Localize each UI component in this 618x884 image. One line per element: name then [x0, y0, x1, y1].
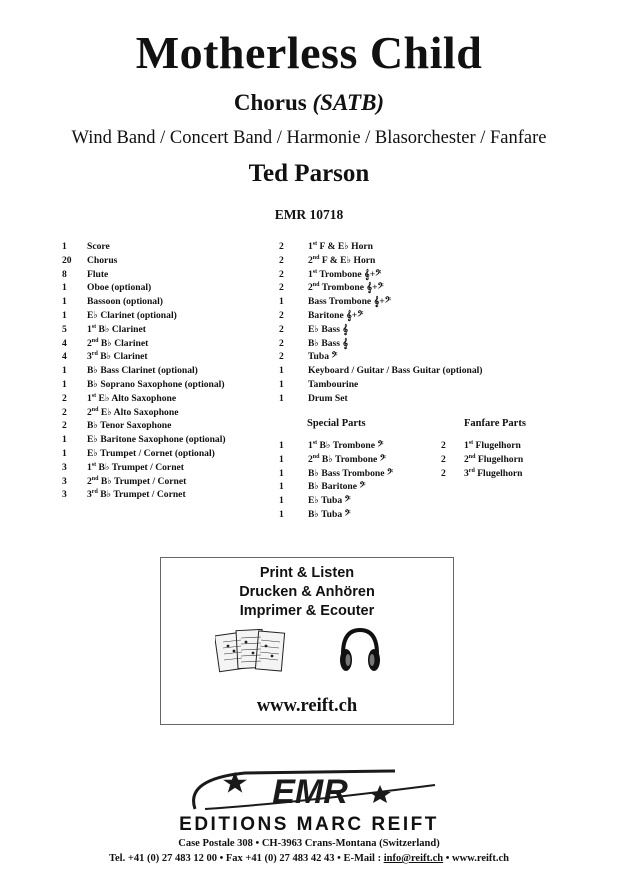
part-quantity: 1: [279, 508, 284, 520]
publisher-name: EDITIONS MARC REIFT: [179, 814, 439, 835]
part-quantity: 1: [279, 365, 284, 377]
part-row: [279, 323, 482, 337]
part-ordinal: 1: [87, 323, 92, 335]
part-quantity: 1: [279, 296, 284, 308]
part-quantity: 1: [279, 467, 284, 479]
email-link[interactable]: info@reift.ch: [383, 853, 444, 864]
part-name: [464, 467, 523, 481]
part-label: Baritone 𝄞+𝄢: [308, 309, 364, 321]
part-label: B♭ Trombone 𝄢: [317, 440, 384, 451]
part-label: B♭ Trombone 𝄢: [319, 453, 386, 465]
part-quantity: 1: [62, 309, 67, 321]
part-quantity: 2: [279, 309, 284, 321]
part-ordinal-suffix: rd: [91, 489, 98, 496]
part-quantity: 2: [279, 282, 284, 294]
part-row: [279, 254, 482, 268]
part-ordinal-suffix: st: [91, 323, 97, 330]
part-name: [87, 350, 148, 364]
part-row: [62, 295, 226, 309]
part-ordinal: 1: [308, 268, 313, 280]
part-label: Tambourine: [308, 378, 359, 390]
part-label: E♭ Tuba 𝄢: [308, 495, 351, 507]
part-row: [62, 268, 226, 282]
part-label: B♭ Tenor Saxophone: [87, 420, 172, 432]
part-name: [87, 461, 184, 475]
print-listen-box: [160, 557, 454, 725]
part-quantity: 4: [62, 351, 67, 363]
part-ordinal: 2: [87, 337, 92, 349]
special-parts-heading: Special Parts: [307, 418, 366, 429]
promo-line-de: Drucken & Anhören: [239, 584, 375, 600]
part-name: [308, 378, 358, 392]
headphones-icon: [337, 624, 383, 676]
part-ordinal: 1: [464, 440, 469, 451]
part-row: [279, 364, 482, 378]
part-name: [464, 439, 521, 453]
part-quantity: 1: [279, 495, 284, 507]
part-label: E♭ Alto Saxophone: [96, 392, 177, 404]
part-label: Trombone 𝄞+𝄢: [317, 268, 382, 280]
part-row: [62, 364, 226, 378]
part-name: [308, 240, 373, 254]
part-row: [62, 392, 226, 406]
part-ordinal-suffix: st: [468, 440, 474, 446]
part-ordinal-suffix: nd: [312, 453, 320, 460]
part-label: Tuba 𝄢: [308, 351, 338, 363]
part-name: [87, 475, 186, 489]
part-ordinal-suffix: nd: [312, 254, 320, 261]
part-quantity: 2: [279, 337, 284, 349]
promo-line-en: Print & Listen: [259, 565, 355, 581]
part-ordinal-suffix: nd: [468, 453, 476, 460]
part-name: [308, 480, 366, 494]
part-name: [308, 337, 348, 351]
part-name: [87, 309, 177, 323]
part-ordinal-suffix: nd: [91, 475, 99, 482]
part-quantity: 3: [62, 461, 67, 473]
part-row: [62, 240, 226, 254]
publisher-contact: [0, 853, 618, 864]
part-quantity: 2: [279, 268, 284, 280]
part-label: Flugelhorn: [475, 453, 524, 465]
part-label: Flugelhorn: [474, 467, 523, 479]
part-label: Flute: [87, 268, 109, 280]
part-label: B♭ Clarinet: [98, 337, 149, 349]
part-label: B♭ Clarinet: [97, 351, 148, 363]
part-label: B♭ Bass Trombone 𝄢: [308, 467, 394, 479]
part-name: [87, 268, 108, 282]
part-quantity: 1: [62, 296, 67, 308]
part-name: [308, 392, 348, 406]
part-ordinal-suffix: rd: [468, 467, 475, 474]
part-row: [441, 453, 523, 467]
part-row: [279, 350, 482, 364]
part-quantity: 1: [62, 241, 67, 252]
part-name: [87, 323, 146, 337]
part-quantity: 1: [279, 453, 284, 465]
part-ordinal: 1: [308, 241, 313, 252]
part-quantity: 1: [279, 440, 284, 451]
part-row: [441, 467, 523, 481]
part-row: [62, 309, 226, 323]
part-row: [62, 488, 226, 502]
subtitle-main: Chorus: [233, 90, 313, 115]
part-row: [62, 350, 226, 364]
part-label: E♭ Alto Saxophone: [98, 406, 179, 418]
part-row: [279, 309, 482, 323]
part-name: [87, 433, 226, 447]
part-quantity: 2: [279, 323, 284, 335]
part-ordinal: 1: [87, 392, 92, 404]
part-quantity: 2: [441, 453, 446, 465]
part-label: F & E♭ Horn: [317, 241, 374, 252]
part-row: [279, 337, 482, 351]
part-row: [279, 453, 393, 467]
part-label: Oboe (optional): [87, 282, 152, 294]
publisher-address: Case Postale 308 • CH-3963 Crans-Montana (Switzerland): [178, 838, 440, 849]
part-name: [87, 406, 178, 420]
part-label: B♭ Soprano Saxophone (optional): [87, 378, 225, 390]
part-ordinal: 2: [87, 406, 92, 418]
part-row: [279, 378, 482, 392]
subtitle-voicing: (SATB): [312, 90, 385, 115]
part-name: [308, 508, 351, 522]
part-row: [279, 439, 393, 453]
part-ordinal-suffix: nd: [91, 337, 99, 344]
part-row: [279, 240, 482, 254]
part-label: B♭ Bass 𝄞: [308, 337, 349, 349]
part-label: Chorus: [87, 254, 118, 266]
part-row: [279, 268, 482, 282]
ensemble-line: Wind Band / Concert Band / Harmonie / Blasorchester / Fanfare: [71, 128, 547, 148]
part-label: E♭ Bass 𝄞: [308, 323, 349, 335]
catalog-number: EMR 10718: [274, 207, 344, 222]
parts-list-right: [279, 240, 482, 406]
part-quantity: 2: [62, 392, 67, 404]
part-name: [308, 323, 348, 337]
part-label: B♭ Trumpet / Cornet: [96, 461, 184, 473]
subtitle: [0, 90, 618, 116]
part-label: B♭ Tuba 𝄢: [308, 508, 351, 520]
part-ordinal: 1: [87, 461, 92, 473]
part-quantity: 8: [62, 268, 67, 280]
logo-text: EMR: [272, 773, 348, 811]
part-row: [62, 378, 226, 392]
part-ordinal-suffix: st: [91, 392, 97, 399]
special-parts-list: [279, 439, 393, 522]
contact-phone-fax: Tel. +41 (0) 27 483 12 00 • Fax +41 (0) 27 483 42 43 • E-Mail :: [108, 853, 384, 864]
part-name: [308, 254, 375, 268]
part-row: [279, 508, 393, 522]
part-row: [279, 392, 482, 406]
part-name: [308, 268, 381, 282]
part-quantity: 20: [62, 254, 72, 266]
part-ordinal: 3: [464, 467, 469, 479]
part-quantity: 2: [62, 406, 67, 418]
part-row: [62, 419, 226, 433]
parts-list-left: [62, 240, 226, 502]
part-quantity: 2: [62, 420, 67, 432]
part-ordinal: 1: [308, 440, 313, 451]
part-label: B♭ Trumpet / Cornet: [97, 489, 186, 501]
part-name: [308, 467, 393, 481]
part-row: [62, 254, 226, 268]
contact-website: • www.reift.ch: [443, 853, 510, 864]
part-name: [87, 378, 225, 392]
part-label: Drum Set: [308, 392, 348, 404]
part-ordinal-suffix: nd: [312, 282, 320, 289]
part-row: [62, 461, 226, 475]
part-quantity: 4: [62, 337, 67, 349]
part-quantity: 1: [62, 447, 67, 459]
part-quantity: 1: [62, 434, 67, 446]
part-name: [308, 309, 363, 323]
part-name: [87, 447, 215, 461]
part-row: [279, 480, 393, 494]
part-name: [87, 281, 151, 295]
part-quantity: 1: [62, 378, 67, 390]
part-row: [62, 406, 226, 420]
part-ordinal-suffix: st: [312, 241, 318, 247]
part-name: [308, 295, 391, 309]
part-label: Score: [87, 241, 110, 252]
part-row: [279, 494, 393, 508]
part-name: [87, 364, 198, 378]
part-quantity: 3: [62, 489, 67, 501]
page-title: Motherless Child: [135, 27, 483, 78]
part-name: [87, 392, 176, 406]
part-label: E♭ Clarinet (optional): [87, 309, 177, 321]
part-ordinal: 2: [308, 254, 313, 266]
part-label: Bassoon (optional): [87, 296, 163, 308]
part-quantity: 1: [62, 282, 67, 294]
part-quantity: 1: [62, 365, 67, 377]
part-ordinal: 2: [308, 282, 313, 294]
part-quantity: 2: [441, 440, 446, 451]
part-label: E♭ Trumpet / Cornet (optional): [87, 447, 215, 459]
part-quantity: 2: [279, 254, 284, 266]
fanfare-parts-list: [441, 439, 523, 480]
part-label: B♭ Bass Clarinet (optional): [87, 365, 198, 377]
part-name: [87, 295, 163, 309]
fanfare-parts-heading: Fanfare Parts: [464, 418, 526, 429]
part-name: [87, 240, 110, 254]
part-label: Flugelhorn: [473, 440, 521, 451]
part-name: [308, 350, 338, 364]
part-name: [87, 488, 186, 502]
composer: Ted Parson: [248, 160, 370, 187]
part-name: [87, 254, 117, 268]
part-label: B♭ Baritone 𝄢: [308, 481, 366, 493]
part-ordinal: 2: [87, 475, 92, 487]
part-row: [62, 281, 226, 295]
part-name: [308, 494, 351, 508]
part-ordinal-suffix: st: [312, 440, 318, 446]
part-ordinal-suffix: st: [312, 268, 318, 275]
part-ordinal: 3: [87, 489, 92, 501]
emr-logo: [135, 765, 485, 813]
part-name: [308, 439, 384, 453]
part-quantity: 2: [279, 351, 284, 363]
sheet-music-icon: [215, 626, 297, 678]
part-name: [87, 337, 148, 351]
part-ordinal: 2: [464, 453, 469, 465]
part-label: Bass Trombone 𝄞+𝄢: [308, 296, 391, 308]
part-ordinal-suffix: st: [91, 461, 97, 468]
part-label: B♭ Trumpet / Cornet: [98, 475, 187, 487]
part-label: F & E♭ Horn: [319, 254, 376, 266]
part-label: E♭ Baritone Saxophone (optional): [87, 434, 226, 446]
part-quantity: 2: [441, 467, 446, 479]
part-row: [441, 439, 523, 453]
part-quantity: 5: [62, 323, 67, 335]
part-row: [279, 281, 482, 295]
part-quantity: 1: [279, 481, 284, 493]
part-row: [279, 295, 482, 309]
part-quantity: 3: [62, 475, 67, 487]
part-ordinal-suffix: rd: [91, 351, 98, 358]
part-ordinal: 2: [308, 453, 313, 465]
part-name: [308, 281, 384, 295]
promo-line-fr: Imprimer & Ecouter: [239, 603, 375, 619]
part-quantity: 2: [279, 241, 284, 252]
part-label: Trombone 𝄞+𝄢: [319, 282, 384, 294]
part-row: [62, 433, 226, 447]
part-row: [62, 447, 226, 461]
part-ordinal-suffix: nd: [91, 406, 99, 413]
part-row: [279, 467, 393, 481]
promo-url[interactable]: www.reift.ch: [256, 696, 358, 716]
part-name: [308, 453, 386, 467]
part-label: Keyboard / Guitar / Bass Guitar (optional): [308, 365, 483, 377]
part-quantity: 1: [279, 378, 284, 390]
part-ordinal: 3: [87, 351, 92, 363]
part-label: B♭ Clarinet: [96, 323, 146, 335]
part-row: [62, 475, 226, 489]
part-row: [62, 337, 226, 351]
part-quantity: 1: [279, 392, 284, 404]
part-name: [87, 419, 171, 433]
part-row: [62, 323, 226, 337]
part-name: [308, 364, 482, 378]
part-name: [464, 453, 523, 467]
